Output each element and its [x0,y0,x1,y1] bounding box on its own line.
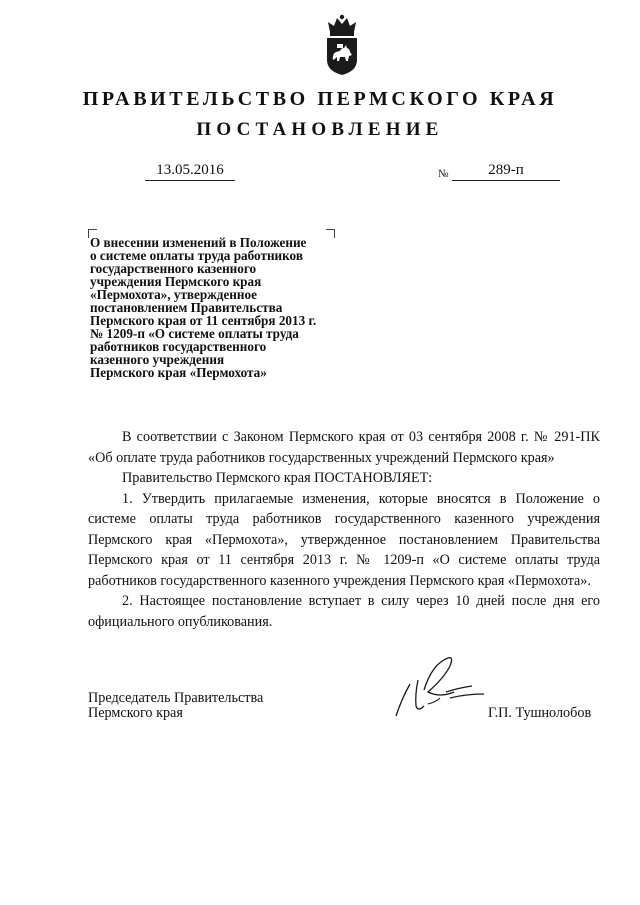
number-sign: № [438,168,449,180]
document-date: 13.05.2016 [145,161,235,181]
body-paragraph: 1. Утвердить прилагаемые изменения, которые вносятся в Положение о системе оплаты труда работников государственного казенного учреждения Пермского края «Пермохота», утвержденное постановлением Правительства Пермского края от 11 сентября 2013 г. № 1209-п «О системе оплаты труда работников государственного казенного учреждения Пермского края «Пермохота». [88,490,600,589]
subject-line: казенного учреждения [90,352,225,367]
subject-line: Пермского края «Пермохота» [90,365,267,380]
document-body [88,427,600,632]
subject-line: «Пермохота», утвержденное [90,287,257,302]
signer-position-line: Пермского края [88,705,183,721]
signer-position-line: Председатель Правительства [88,690,264,706]
body-paragraph: 2. Настоящее постановление вступает в силу через 10 дней после дня его официального опубликования. [88,593,600,630]
subject-line: о системе оплаты труда работников [90,248,303,263]
coat-of-arms-icon [322,14,362,76]
subject-line: № 1209-п «О системе оплаты труда [90,326,299,341]
signer-name: Г.П. Тушнолобов [488,705,592,721]
subject-line: государственного казенного [90,261,257,276]
document-subject [90,236,360,379]
subject-line: работников государственного [90,339,267,354]
document-number: 289-п [452,161,560,181]
handwritten-signature [388,654,488,724]
subject-line: Пермского края от 11 сентября 2013 г. [90,313,317,328]
body-paragraph: В соответствии с Законом Пермского края от 03 сентября 2008 г. № 291-ПК «Об оплате труда работников государственных учреждений Пермского края» [88,429,600,466]
subject-line: О внесении изменений в Положение [90,235,307,250]
document-type: ПОСТАНОВЛЕНИЕ [196,119,444,140]
subject-line: постановлением Правительства [90,300,283,315]
subject-line: учреждения Пермского края [90,274,262,289]
government-title: ПРАВИТЕЛЬСТВО ПЕРМСКОГО КРАЯ [82,88,558,110]
signer-position [88,691,263,721]
body-paragraph: Правительство Пермского края ПОСТАНОВЛЯЕТ: [122,470,433,486]
